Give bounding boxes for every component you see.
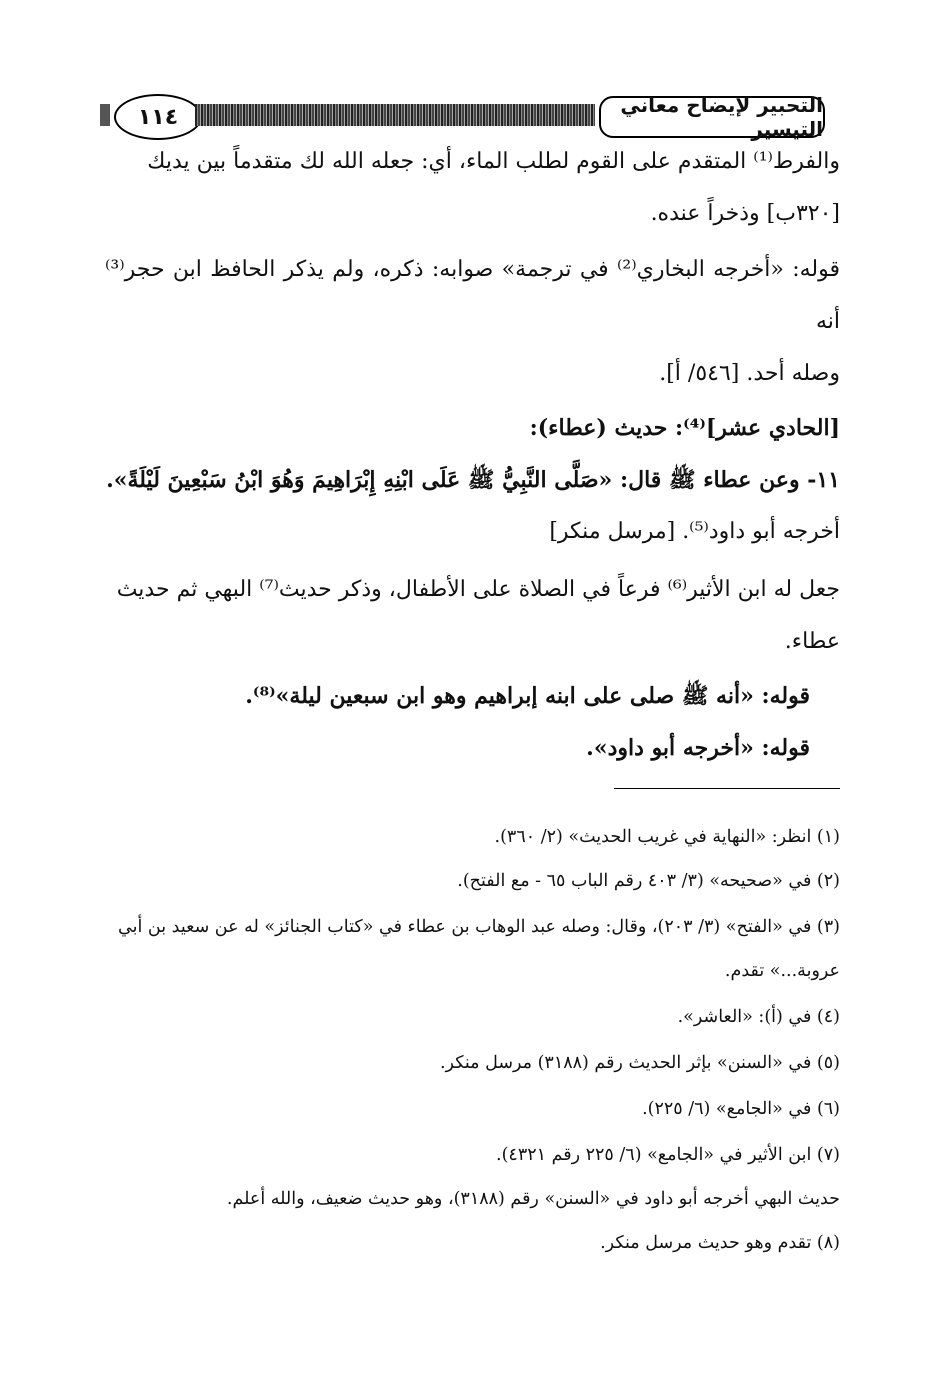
paragraph-1-line-2: [٣٢٠ب] وذخراً عنده. [650, 201, 840, 226]
header-decorative-band [195, 104, 595, 126]
footnote-2: (٢) في «صحيحه» (٣/ ٤٠٣ رقم الباب ٦٥ - مع الفتح). [457, 871, 840, 891]
page-number: ١١٤ [114, 94, 202, 140]
footnote-7: (٧) ابن الأثير في «الجامع» (٦/ ٢٢٥ رقم ٤٣٢١). [496, 1145, 840, 1165]
page-header [100, 94, 825, 140]
footnote-separator [614, 788, 840, 789]
paragraph-7: قوله: «أخرجه أبو داود». [586, 735, 810, 761]
footnote-4: (٤) في (أ): «العاشر». [677, 1007, 840, 1027]
paragraph-5-line-1: جعل له ابن الأثير⁽⁶⁾ فرعاً في الصلاة على الأطفال، وذكر حديث⁽⁷⁾ البهي ثم حديث [116, 577, 840, 602]
book-title: التحبير لإيضاح معاني التيسير [599, 96, 825, 138]
main-text [105, 136, 840, 774]
hadith-line-2: أخرجه أبو داود⁽⁵⁾. [مرسل منكر] [549, 519, 840, 544]
paragraph-1-line-1: والفرط⁽¹⁾ المتقدم على القوم لطلب الماء، أي: جعله الله لك متقدماً بين يديك [147, 149, 840, 174]
footnote-3-line-2: عروبة...» تقدم. [724, 961, 840, 981]
footnote-6: (٦) في «الجامع» (٦/ ٢٢٥). [642, 1099, 840, 1119]
paragraph-2-line-1: قوله: «أخرجه البخاري⁽²⁾ في ترجمة» صوابه: ذكره، ولم يذكر الحافظ ابن حجر⁽³⁾ أنه [105, 257, 840, 334]
footnote-7-continuation: حديث البهي أخرجه أبو داود في «السنن» رقم (٣١٨٨)، وهو حديث ضعيف، والله أعلم. [226, 1189, 840, 1209]
footnote-1: (١) انظر: «النهاية في غريب الحديث» (٢/ ٣٦٠). [494, 827, 840, 847]
footnote-8: (٨) تقدم وهو حديث مرسل منكر. [600, 1233, 840, 1253]
footnote-3-line-1: (٣) في «الفتح» (٣/ ٢٠٣)، وقال: وصله عبد الوهاب بن عطاء في «كتاب الجنائز» له عن سعيد بن أبي [118, 917, 840, 937]
paragraph-5-line-2: عطاء. [784, 629, 840, 654]
paragraph-2-line-2: وصله أحد. [٥٤٦/ أ]. [659, 361, 840, 386]
paragraph-6: قوله: «أنه ﷺ صلى على ابنه إبراهيم وهو ابن سبعين ليلة»⁽⁸⁾. [245, 683, 810, 709]
section-heading: [الحادي عشر]⁽⁴⁾: حديث (عطاء): [529, 415, 840, 441]
header-band-end [100, 104, 110, 126]
hadith-line-1: ١١- وعن عطاء ﷺ قال: «صَلَّى النَّبِيُّ ﷺ عَلَى ابْنِهِ إِبْرَاهِيمَ وَهُوَ ابْنُ سَبْعِينَ لَيْلَةً». [106, 467, 840, 493]
footnote-5: (٥) في «السنن» بإثر الحديث رقم (٣١٨٨) مرسل منكر. [439, 1053, 840, 1073]
